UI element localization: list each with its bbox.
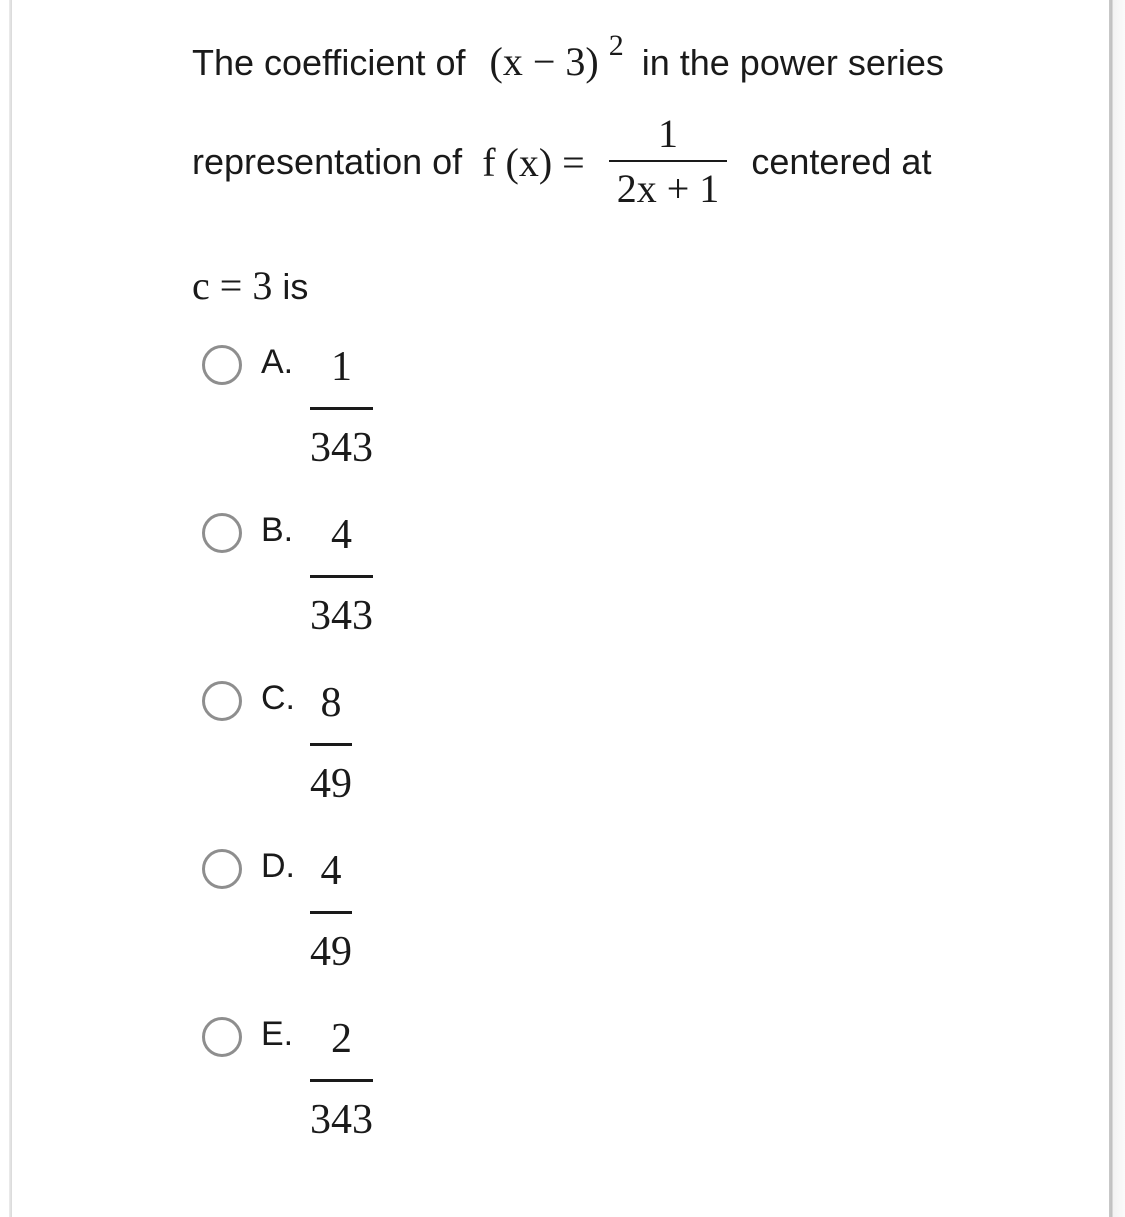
representation-text: representation of (192, 141, 463, 182)
option-letter: C. (261, 679, 295, 717)
option-numerator: 4 (320, 848, 342, 894)
radio-button-c[interactable] (202, 681, 242, 721)
option-denominator: 343 (310, 1097, 373, 1143)
option-numerator: 1 (331, 344, 352, 390)
left-border (9, 0, 12, 1217)
option-fraction (310, 345, 373, 471)
option-fraction (310, 513, 373, 639)
option-denominator: 49 (310, 929, 352, 975)
option-numerator: 2 (331, 1016, 352, 1062)
fraction-numerator: 1 (658, 111, 679, 156)
option-numerator: 4 (331, 512, 352, 558)
option-denominator: 343 (310, 425, 373, 471)
centered-at-text: centered at (751, 141, 932, 182)
exponent: 2 (608, 29, 624, 62)
function-fraction (609, 112, 728, 212)
option-fraction (310, 681, 352, 807)
binomial-expression: (x − 3) (489, 39, 599, 84)
center-expression: c = 3 (192, 263, 273, 308)
right-border (1109, 0, 1125, 1217)
option-letter: D. (261, 847, 295, 885)
fraction-denominator: 2x + 1 (616, 166, 720, 211)
option-denominator: 343 (310, 593, 373, 639)
question-text-after-math: in the power series (641, 42, 944, 83)
radio-button-d[interactable] (202, 849, 242, 889)
question-text-before-math: The coefficient of (192, 42, 466, 83)
question-line-3 (192, 262, 308, 309)
function-expression: f (x) = (482, 139, 585, 185)
option-letter: A. (261, 343, 294, 381)
question-line-2 (192, 112, 931, 212)
radio-button-e[interactable] (202, 1017, 242, 1057)
option-letter: E. (261, 1015, 294, 1053)
option-fraction (310, 1017, 373, 1143)
radio-button-b[interactable] (202, 513, 242, 553)
option-fraction (310, 849, 352, 975)
option-numerator: 8 (320, 680, 342, 726)
radio-button-a[interactable] (202, 345, 242, 385)
question-line-1 (192, 29, 944, 85)
option-letter: B. (261, 511, 294, 549)
option-denominator: 49 (310, 761, 352, 807)
is-text: is (282, 266, 309, 307)
